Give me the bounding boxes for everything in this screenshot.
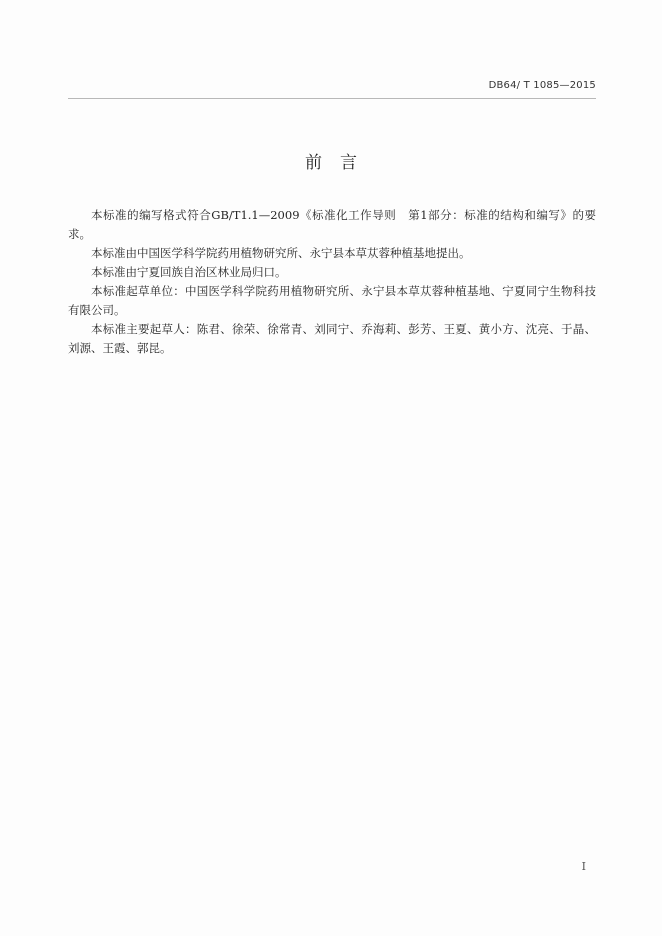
page-number: I [581, 860, 586, 873]
header-divider [68, 98, 596, 99]
page-title: 前言 [305, 153, 375, 173]
paragraph-drafting-units: 本标准起草单位：中国医学科学院药用植物研究所、永宁县本草苁蓉种植基地、宁夏同宁生物科技有限公司。 [68, 284, 596, 317]
paragraph-proposer: 本标准由中国医学科学院药用植物研究所、永宁县本草苁蓉种植基地提出。 [91, 246, 471, 260]
paragraph-format: 本标准的编写格式符合GB/T1.1—2009《标准化工作导则 第1部分：标准的结构和编写》的要求。 [68, 208, 596, 241]
foreword-body [68, 206, 596, 358]
paragraph-drafters: 本标准主要起草人：陈君、徐荣、徐常青、刘同宁、乔海莉、彭芳、王夏、黄小方、沈亮、于晶、刘源、王霞、郭昆。 [68, 322, 596, 355]
paragraph-administrator: 本标准由宁夏回族自治区林业局归口。 [91, 265, 287, 279]
standard-number: DB64/ T 1085—2015 [488, 80, 596, 91]
